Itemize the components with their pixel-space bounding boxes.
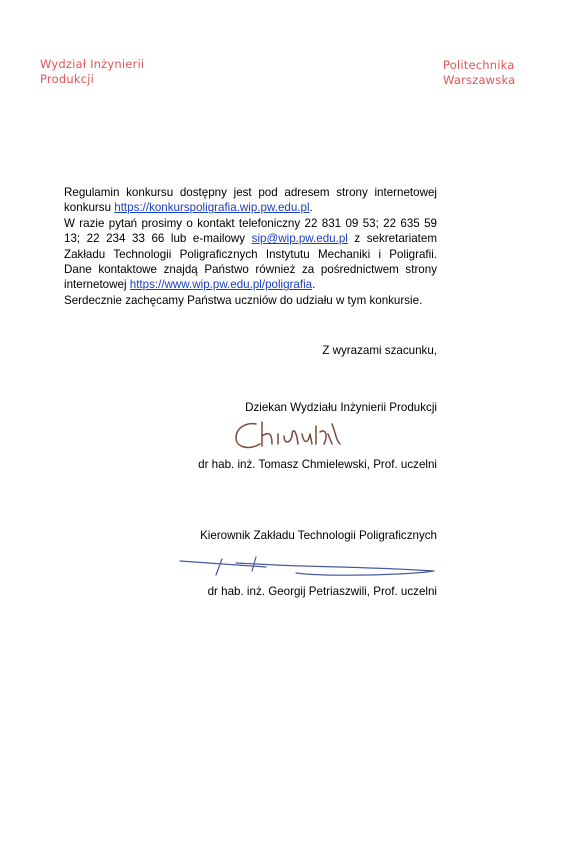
letter-body	[64, 185, 437, 308]
p3-text: Serdecznie zachęcamy Państwa uczniów do udziału w tym konkursie.	[64, 293, 423, 307]
faculty-line-1: Wydział Inżynierii	[40, 57, 145, 71]
head-signature-image	[176, 553, 438, 581]
p2-text: W razie pytań prosimy o kontakt telefoniczny 22 831 09 53; 22 635 59 13; 22 234 33 66 lub e-mailowy	[64, 216, 437, 246]
paragraph-regulations	[64, 185, 437, 216]
university-logo-text	[443, 58, 515, 88]
university-line-1: Politechnika	[443, 58, 515, 72]
p1-end: .	[309, 201, 313, 215]
dean-name: dr hab. inż. Tomasz Chmielewski, Prof. uczelni	[198, 458, 437, 471]
dean-title: Dziekan Wydziału Inżynierii Produkcji	[245, 401, 437, 414]
p1-text: Regulamin konkursu dostępny jest pod adresem strony internetowej konkursu	[64, 186, 437, 215]
dean-signature-image	[232, 418, 348, 454]
email-link[interactable]: sip@wip.pw.edu.pl	[251, 232, 348, 246]
poligrafia-link[interactable]: https://www.wip.pw.edu.pl/poligrafia	[129, 278, 313, 292]
contest-link[interactable]: https://konkurspoligrafia.wip.pw.edu.pl	[114, 201, 310, 215]
paragraph-contact	[64, 216, 437, 293]
faculty-logo-text	[40, 57, 144, 87]
university-line-2: Warszawska	[443, 73, 516, 87]
p2-end: .	[312, 278, 316, 292]
regards-line: Z wyrazami szacunku,	[322, 344, 437, 357]
department-head-name: dr hab. inż. Georgij Petriaszwili, Prof. uczelni	[207, 585, 437, 598]
faculty-line-2: Produkcji	[40, 72, 95, 86]
department-head-title: Kierownik Zakładu Technologii Poligraficznych	[200, 529, 437, 542]
paragraph-invitation	[64, 293, 437, 308]
p2-text-2: z sekretariatem Zakładu Technologii Poligraficznych Instytutu Mechaniki i Poligrafii. Dane kontaktowe znajdą Państwo również za pośrednictwem strony internetowej	[64, 232, 437, 292]
